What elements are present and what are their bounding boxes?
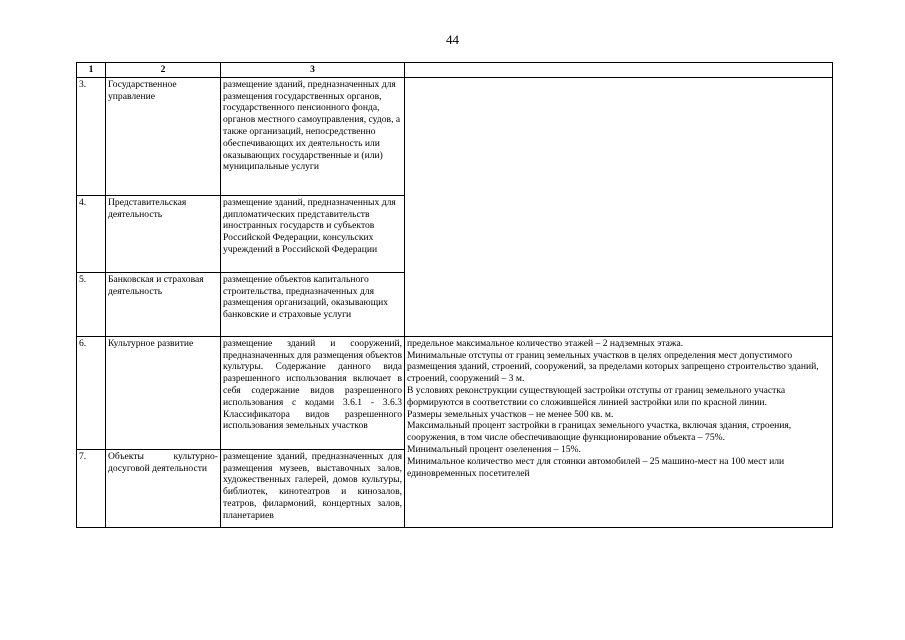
use-type-name: Культурное развитие <box>106 336 221 449</box>
parameter-text: предельное максимальное количество этажей – 2 надземных этажа. <box>407 337 684 349</box>
page-number: 44 <box>446 32 459 47</box>
use-type-name: Государственное управление <box>106 77 221 195</box>
header-cell: 1 <box>77 63 106 78</box>
zoning-table <box>76 62 833 528</box>
use-type-description: размещение зданий, предназначенных для размещения музеев, выставочных залов, художественных галерей, домов культуры, библиотек, кинотеатров и кинозалов, театров, филармоний, концертных залов, планетариев <box>221 449 405 527</box>
parameter-text: Минимальный процент озеленения – 15%. <box>407 443 581 455</box>
table-row <box>77 336 833 449</box>
use-type-name: Банковская и страховая деятельность <box>106 272 221 336</box>
empty-params-cell <box>405 77 833 336</box>
use-type-description: размещение зданий, предназначенных для размещения государственных органов, государственного пенсионного фонда, органов местного самоуправления, судов, а также организаций, непосредственно обеспечивающих их деятельность или оказывающих государственные и (или) муниципальные услуги <box>221 77 405 195</box>
use-type-description: размещение зданий и сооружений, предназначенных для размещения объектов культуры. Содержание данного вида разрешенного использования включает в себя содержание видов разрешенного использования с кодами 3.6.1 - 3.6.3 Классификатора видов разрешенного использования земельных участков <box>221 336 405 449</box>
row-number: 6. <box>77 336 106 449</box>
zoning-parameters-cell <box>405 336 833 527</box>
use-type-name: Объекты культурно-досуговой деятельности <box>106 449 221 527</box>
row-number: 4. <box>77 195 106 272</box>
use-type-description: размещение зданий, предназначенных для дипломатических представительств иностранных государств и субъектов Российской Федерации, консульских учреждений в Российской Федерации <box>221 195 405 272</box>
row-number: 5. <box>77 272 106 336</box>
parameter-text: Минимальные отступы от границ земельных участков в целях определения мест допустимого размещения зданий, строений, сооружений, за пределами которых запрещено строительство зданий, строений, сооружений – 3 м. <box>407 349 819 385</box>
header-cell <box>405 63 833 78</box>
use-type-name: Представительская деятельность <box>106 195 221 272</box>
parameter-text: Размеры земельных участков – не менее 500 кв. м. <box>407 408 614 420</box>
header-cell: 3 <box>221 63 405 78</box>
parameter-text: В условиях реконструкции существующей застройки отступы от границ земельного участка формируются в соответствии со сложившейся линией застройки или по красной линии. <box>407 384 786 408</box>
table-header-row <box>77 63 833 78</box>
parameter-text: Максимальный процент застройки в границах земельного участка, включая здания, строения, сооружения, в том числе обеспечивающие функционирование объекта – 75%. <box>407 420 792 444</box>
row-number: 3. <box>77 77 106 195</box>
table-row <box>77 77 833 195</box>
header-cell: 2 <box>106 63 221 78</box>
use-type-description: размещение объектов капитального строительства, предназначенных для размещения организаций, оказывающих банковские и страховые услуги <box>221 272 405 336</box>
parameter-text: Минимальное количество мест для стоянки автомобилей – 25 машино-мест на 100 мест или единовременных посетителей <box>407 455 785 479</box>
row-number: 7. <box>77 449 106 527</box>
